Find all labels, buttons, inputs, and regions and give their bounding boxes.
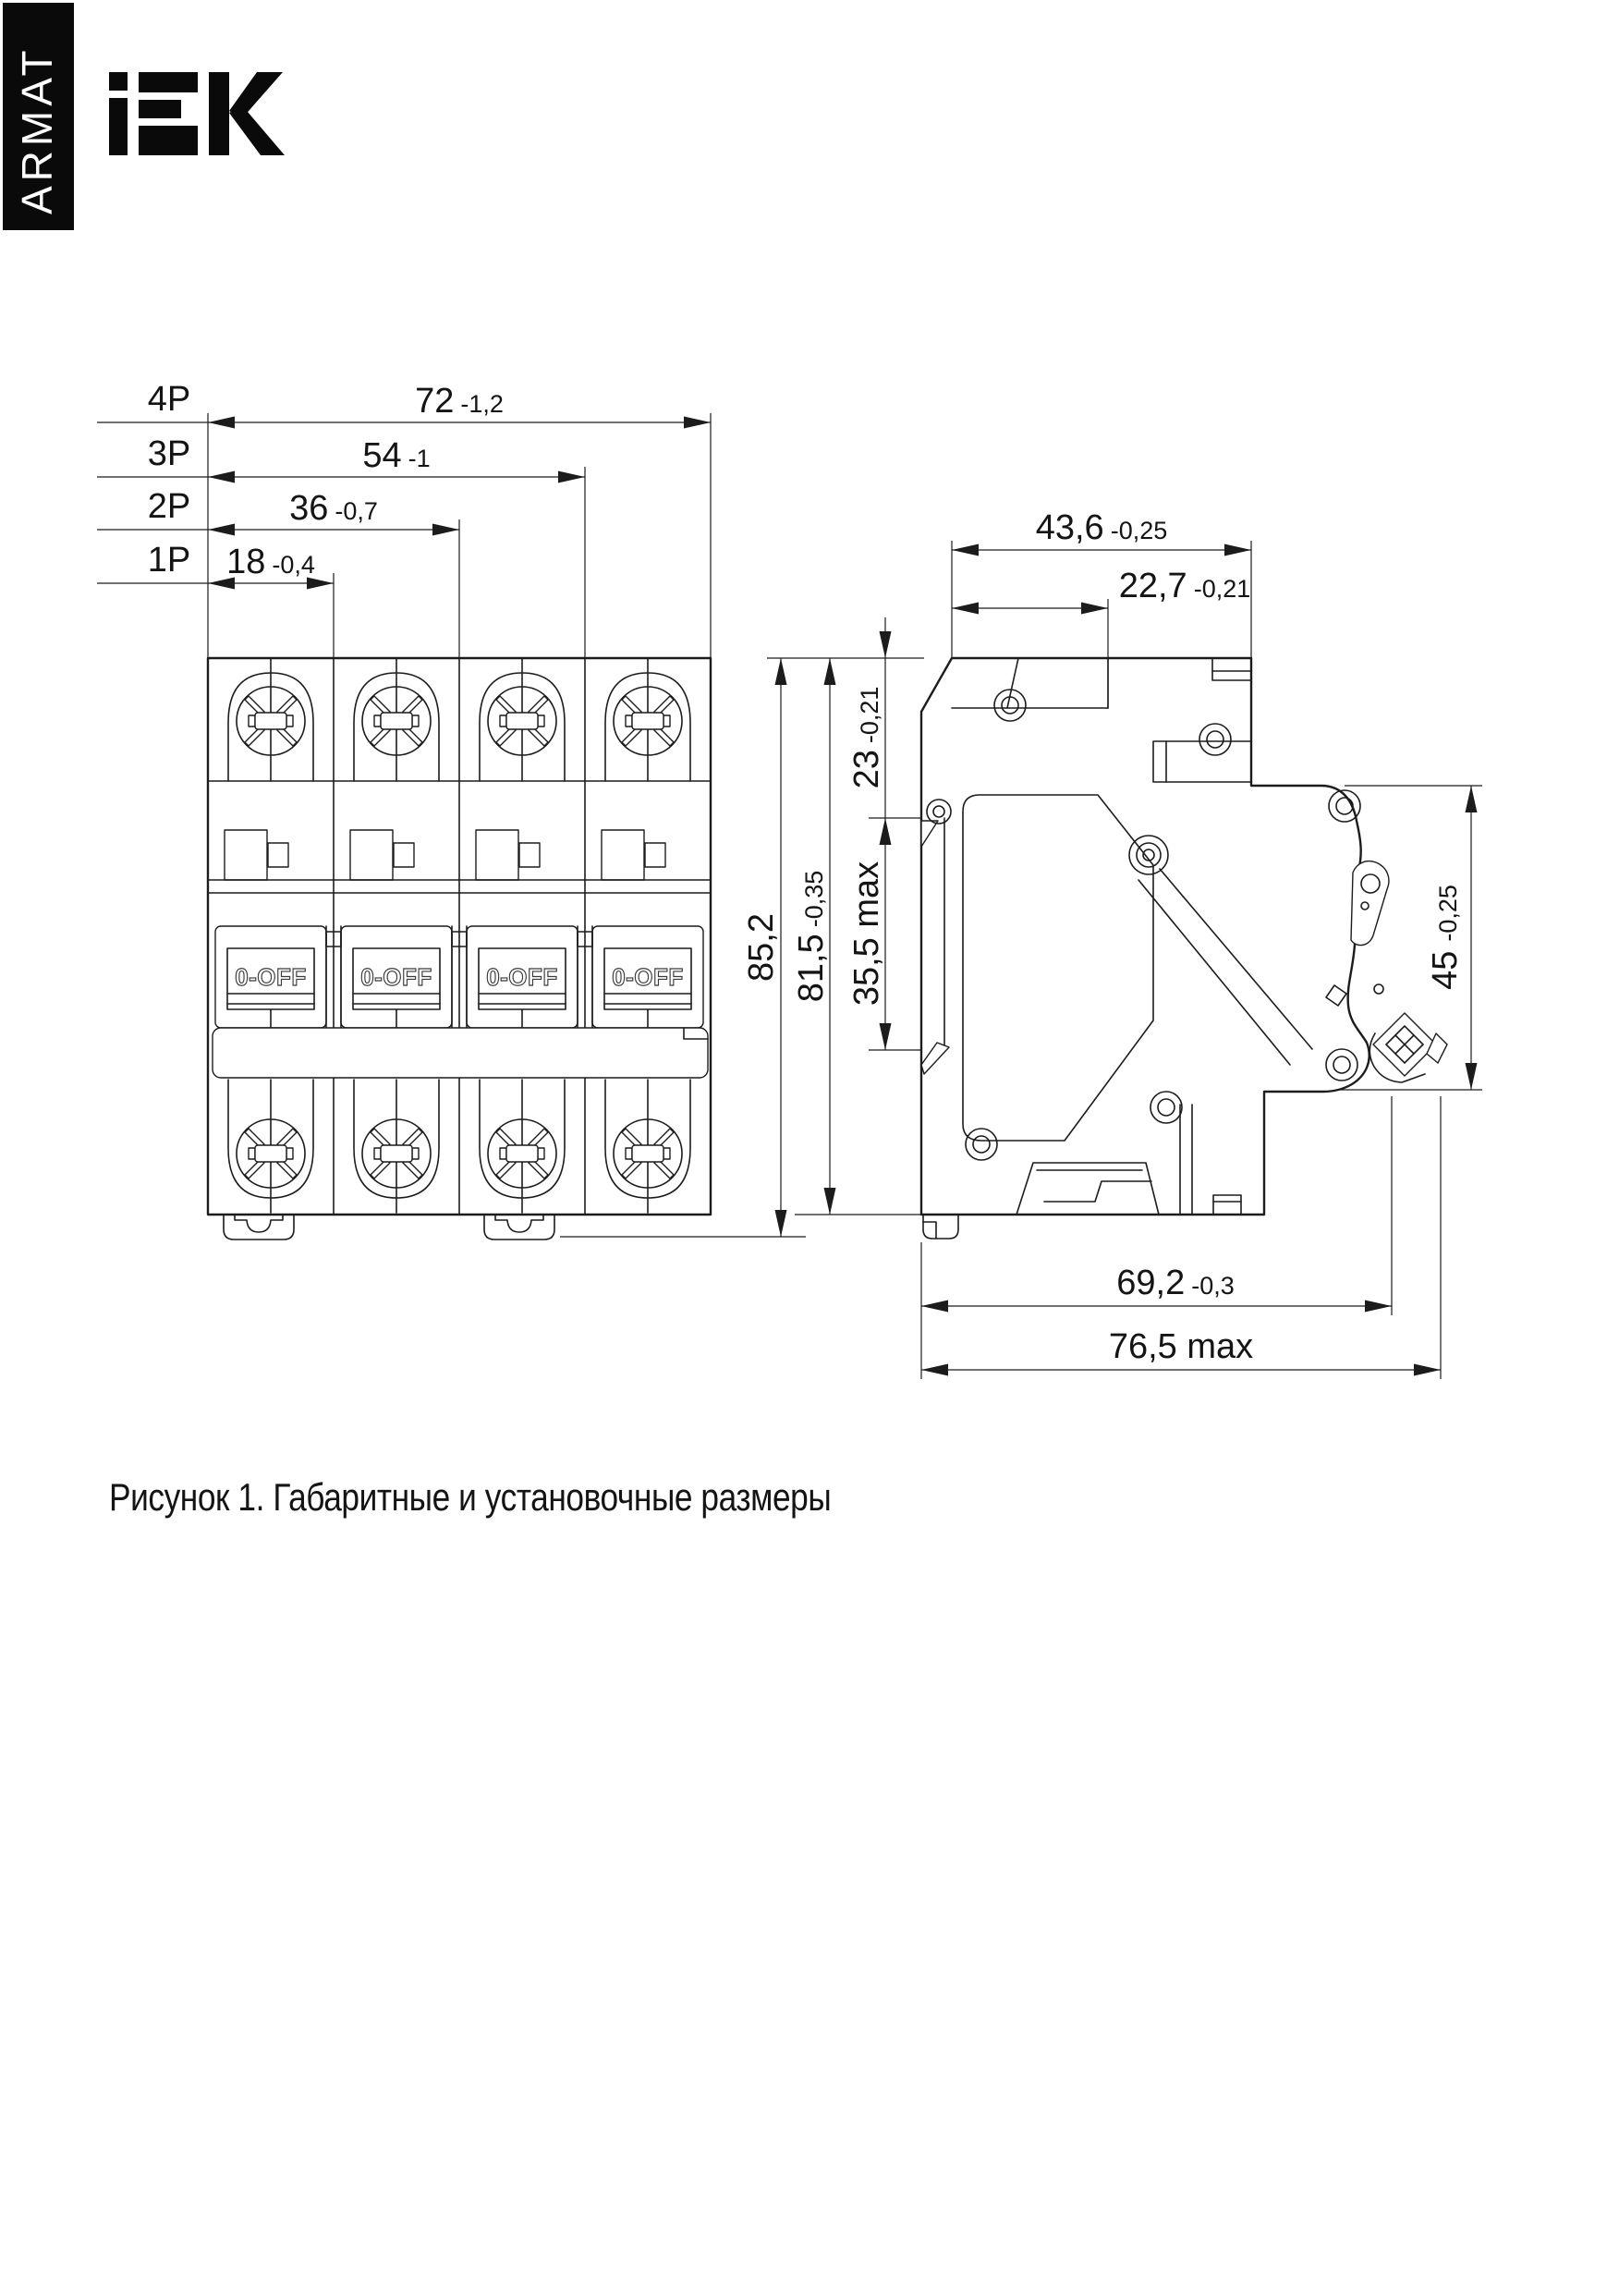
pole-label-3p: 3P [147, 434, 191, 473]
pole-label-4p: 4P [147, 380, 191, 419]
figure-caption-text: Рисунок 1. Габаритные и установочные размеры [109, 1476, 832, 1520]
dim-label-body-height: 81,5-0,35 [792, 870, 831, 1003]
front-view [208, 658, 711, 1240]
front-view-dimensions [97, 380, 711, 658]
side-din-clip-tab [923, 1215, 958, 1239]
pole-label-2p: 2P [147, 487, 191, 526]
dim-label-width-3p: 54 -1 [362, 436, 431, 475]
switch-label-pole4: 0-OFF [612, 963, 684, 991]
switch-label-pole1: 0-OFF [235, 963, 307, 991]
din-clip-left [224, 1215, 294, 1240]
dim-label-width-4p: 72 -1,2 [415, 382, 504, 421]
dim-label-width-2p: 36 -0,7 [289, 489, 378, 528]
armat-sidebar [3, 3, 74, 230]
dim-label-body-depth: 69,2 -0,3 [1116, 1264, 1235, 1302]
pole-label-1p: 1P [147, 541, 191, 580]
iek-logo [109, 72, 285, 155]
dim-label-top-offset: 23-0,21 [847, 686, 886, 789]
dim-label-din-recess: 35,5 max [847, 861, 886, 1007]
dim-label-terminal-depth: 22,7 -0,21 [1118, 567, 1251, 605]
switch-label-pole2: 0-OFF [360, 963, 432, 991]
side-view [921, 658, 1447, 1239]
armat-label: ARMAT [13, 45, 61, 214]
dim-label-overall-height: 85,2 [742, 913, 781, 982]
figure-caption [109, 1476, 831, 1520]
din-clip-right [484, 1215, 554, 1240]
dim-label-front-height: 45-0,25 [1426, 885, 1465, 990]
marking-strip [213, 1028, 708, 1078]
switch-label-pole3: 0-OFF [486, 963, 558, 991]
dim-label-depth-top: 43,6 -0,25 [1035, 508, 1168, 547]
side-terminal-screw [1369, 1013, 1447, 1082]
dim-label-width-1p: 18 -0,4 [226, 543, 315, 581]
dim-label-max-depth: 76,5 max [1108, 1327, 1254, 1366]
